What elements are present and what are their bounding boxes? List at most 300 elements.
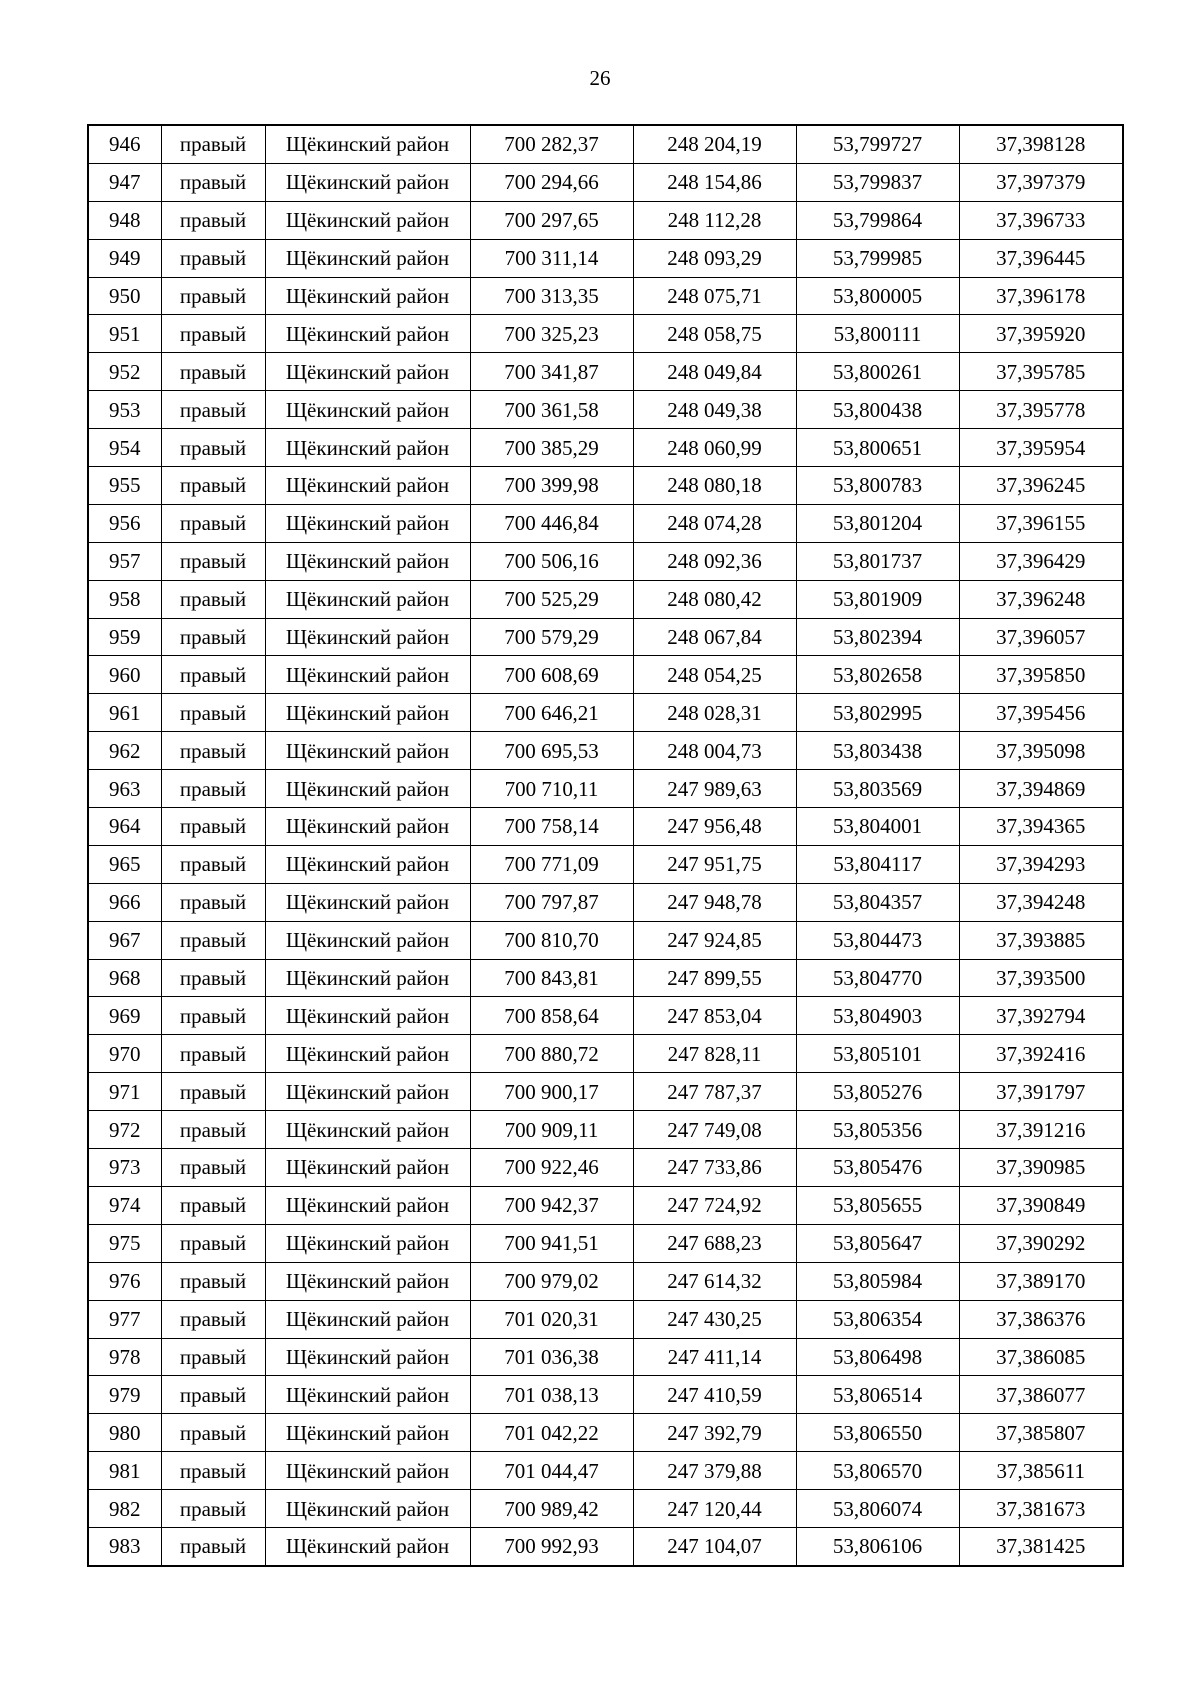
y-coordinate-cell: 248 049,84	[633, 353, 796, 391]
bank-side-cell: правый	[161, 1111, 265, 1149]
table-row	[88, 1262, 1123, 1300]
longitude-cell: 37,396248	[959, 580, 1123, 618]
longitude-cell: 37,395920	[959, 315, 1123, 353]
table-row	[88, 770, 1123, 808]
bank-side-cell: правый	[161, 467, 265, 505]
point-number-cell: 951	[88, 315, 161, 353]
point-number-cell: 962	[88, 732, 161, 770]
y-coordinate-cell: 247 899,55	[633, 959, 796, 997]
table-row	[88, 694, 1123, 732]
latitude-cell: 53,805647	[796, 1224, 959, 1262]
x-coordinate-cell: 700 979,02	[470, 1262, 633, 1300]
table-row	[88, 580, 1123, 618]
district-cell: Щёкинский район	[265, 1224, 470, 1262]
longitude-cell: 37,394365	[959, 808, 1123, 846]
longitude-cell: 37,386085	[959, 1338, 1123, 1376]
x-coordinate-cell: 700 525,29	[470, 580, 633, 618]
x-coordinate-cell: 701 020,31	[470, 1300, 633, 1338]
latitude-cell: 53,804473	[796, 921, 959, 959]
x-coordinate-cell: 700 771,09	[470, 845, 633, 883]
district-cell: Щёкинский район	[265, 1414, 470, 1452]
bank-side-cell: правый	[161, 1186, 265, 1224]
longitude-cell: 37,395098	[959, 732, 1123, 770]
bank-side-cell: правый	[161, 921, 265, 959]
x-coordinate-cell: 700 311,14	[470, 239, 633, 277]
latitude-cell: 53,800651	[796, 429, 959, 467]
bank-side-cell: правый	[161, 163, 265, 201]
bank-side-cell: правый	[161, 618, 265, 656]
longitude-cell: 37,395785	[959, 353, 1123, 391]
point-number-cell: 953	[88, 391, 161, 429]
longitude-cell: 37,398128	[959, 125, 1123, 163]
table-row	[88, 315, 1123, 353]
district-cell: Щёкинский район	[265, 959, 470, 997]
latitude-cell: 53,799864	[796, 201, 959, 239]
bank-side-cell: правый	[161, 1035, 265, 1073]
district-cell: Щёкинский район	[265, 125, 470, 163]
district-cell: Щёкинский район	[265, 1111, 470, 1149]
longitude-cell: 37,395954	[959, 429, 1123, 467]
y-coordinate-cell: 248 004,73	[633, 732, 796, 770]
point-number-cell: 973	[88, 1149, 161, 1187]
point-number-cell: 982	[88, 1490, 161, 1528]
point-number-cell: 974	[88, 1186, 161, 1224]
latitude-cell: 53,806570	[796, 1452, 959, 1490]
bank-side-cell: правый	[161, 1073, 265, 1111]
district-cell: Щёкинский район	[265, 315, 470, 353]
bank-side-cell: правый	[161, 1414, 265, 1452]
latitude-cell: 53,800438	[796, 391, 959, 429]
y-coordinate-cell: 247 948,78	[633, 883, 796, 921]
bank-side-cell: правый	[161, 808, 265, 846]
district-cell: Щёкинский район	[265, 201, 470, 239]
y-coordinate-cell: 247 749,08	[633, 1111, 796, 1149]
point-number-cell: 969	[88, 997, 161, 1035]
table-row	[88, 808, 1123, 846]
bank-side-cell: правый	[161, 239, 265, 277]
x-coordinate-cell: 700 325,23	[470, 315, 633, 353]
latitude-cell: 53,804903	[796, 997, 959, 1035]
x-coordinate-cell: 700 989,42	[470, 1490, 633, 1528]
x-coordinate-cell: 700 608,69	[470, 656, 633, 694]
point-number-cell: 949	[88, 239, 161, 277]
latitude-cell: 53,804001	[796, 808, 959, 846]
longitude-cell: 37,394869	[959, 770, 1123, 808]
longitude-cell: 37,386077	[959, 1376, 1123, 1414]
latitude-cell: 53,805101	[796, 1035, 959, 1073]
longitude-cell: 37,396155	[959, 504, 1123, 542]
y-coordinate-cell: 247 956,48	[633, 808, 796, 846]
y-coordinate-cell: 248 080,18	[633, 467, 796, 505]
bank-side-cell: правый	[161, 656, 265, 694]
longitude-cell: 37,393885	[959, 921, 1123, 959]
latitude-cell: 53,806514	[796, 1376, 959, 1414]
district-cell: Щёкинский район	[265, 1300, 470, 1338]
point-number-cell: 976	[88, 1262, 161, 1300]
bank-side-cell: правый	[161, 1376, 265, 1414]
x-coordinate-cell: 700 922,46	[470, 1149, 633, 1187]
point-number-cell: 961	[88, 694, 161, 732]
table-row	[88, 201, 1123, 239]
point-number-cell: 965	[88, 845, 161, 883]
point-number-cell: 964	[88, 808, 161, 846]
longitude-cell: 37,392416	[959, 1035, 1123, 1073]
x-coordinate-cell: 700 385,29	[470, 429, 633, 467]
x-coordinate-cell: 700 843,81	[470, 959, 633, 997]
latitude-cell: 53,802995	[796, 694, 959, 732]
y-coordinate-cell: 247 688,23	[633, 1224, 796, 1262]
longitude-cell: 37,385807	[959, 1414, 1123, 1452]
table-row	[88, 959, 1123, 997]
point-number-cell: 972	[88, 1111, 161, 1149]
y-coordinate-cell: 248 092,36	[633, 542, 796, 580]
latitude-cell: 53,803438	[796, 732, 959, 770]
longitude-cell: 37,396733	[959, 201, 1123, 239]
district-cell: Щёкинский район	[265, 808, 470, 846]
bank-side-cell: правый	[161, 315, 265, 353]
x-coordinate-cell: 700 506,16	[470, 542, 633, 580]
latitude-cell: 53,806498	[796, 1338, 959, 1376]
y-coordinate-cell: 248 049,38	[633, 391, 796, 429]
longitude-cell: 37,394293	[959, 845, 1123, 883]
point-number-cell: 959	[88, 618, 161, 656]
longitude-cell: 37,396245	[959, 467, 1123, 505]
bank-side-cell: правый	[161, 732, 265, 770]
bank-side-cell: правый	[161, 201, 265, 239]
point-number-cell: 971	[88, 1073, 161, 1111]
y-coordinate-cell: 247 828,11	[633, 1035, 796, 1073]
bank-side-cell: правый	[161, 1149, 265, 1187]
point-number-cell: 954	[88, 429, 161, 467]
longitude-cell: 37,394248	[959, 883, 1123, 921]
x-coordinate-cell: 700 695,53	[470, 732, 633, 770]
district-cell: Щёкинский район	[265, 732, 470, 770]
district-cell: Щёкинский район	[265, 770, 470, 808]
table-row	[88, 504, 1123, 542]
y-coordinate-cell: 247 724,92	[633, 1186, 796, 1224]
district-cell: Щёкинский район	[265, 1149, 470, 1187]
table-row	[88, 1452, 1123, 1490]
table-row	[88, 1414, 1123, 1452]
y-coordinate-cell: 248 112,28	[633, 201, 796, 239]
point-number-cell: 957	[88, 542, 161, 580]
table-row	[88, 1527, 1123, 1565]
y-coordinate-cell: 248 028,31	[633, 694, 796, 732]
bank-side-cell: правый	[161, 1262, 265, 1300]
district-cell: Щёкинский район	[265, 277, 470, 315]
table-row	[88, 542, 1123, 580]
x-coordinate-cell: 700 942,37	[470, 1186, 633, 1224]
bank-side-cell: правый	[161, 1452, 265, 1490]
x-coordinate-cell: 700 446,84	[470, 504, 633, 542]
y-coordinate-cell: 248 204,19	[633, 125, 796, 163]
latitude-cell: 53,805356	[796, 1111, 959, 1149]
bank-side-cell: правый	[161, 1490, 265, 1528]
bank-side-cell: правый	[161, 580, 265, 618]
longitude-cell: 37,393500	[959, 959, 1123, 997]
table-row	[88, 1186, 1123, 1224]
point-number-cell: 946	[88, 125, 161, 163]
point-number-cell: 983	[88, 1527, 161, 1565]
district-cell: Щёкинский район	[265, 1452, 470, 1490]
table-row	[88, 1490, 1123, 1528]
district-cell: Щёкинский район	[265, 504, 470, 542]
bank-side-cell: правый	[161, 1224, 265, 1262]
latitude-cell: 53,805276	[796, 1073, 959, 1111]
latitude-cell: 53,801204	[796, 504, 959, 542]
table-row	[88, 845, 1123, 883]
latitude-cell: 53,799985	[796, 239, 959, 277]
point-number-cell: 947	[88, 163, 161, 201]
latitude-cell: 53,804117	[796, 845, 959, 883]
x-coordinate-cell: 700 900,17	[470, 1073, 633, 1111]
x-coordinate-cell: 700 297,65	[470, 201, 633, 239]
table-row	[88, 1300, 1123, 1338]
longitude-cell: 37,396178	[959, 277, 1123, 315]
district-cell: Щёкинский район	[265, 1338, 470, 1376]
latitude-cell: 53,800261	[796, 353, 959, 391]
district-cell: Щёкинский район	[265, 1262, 470, 1300]
bank-side-cell: правый	[161, 1300, 265, 1338]
table-row	[88, 391, 1123, 429]
x-coordinate-cell: 701 036,38	[470, 1338, 633, 1376]
district-cell: Щёкинский район	[265, 163, 470, 201]
bank-side-cell: правый	[161, 694, 265, 732]
y-coordinate-cell: 248 054,25	[633, 656, 796, 694]
district-cell: Щёкинский район	[265, 845, 470, 883]
x-coordinate-cell: 700 313,35	[470, 277, 633, 315]
bank-side-cell: правый	[161, 125, 265, 163]
longitude-cell: 37,385611	[959, 1452, 1123, 1490]
bank-side-cell: правый	[161, 959, 265, 997]
table-row	[88, 1338, 1123, 1376]
x-coordinate-cell: 700 758,14	[470, 808, 633, 846]
x-coordinate-cell: 700 579,29	[470, 618, 633, 656]
point-number-cell: 978	[88, 1338, 161, 1376]
point-number-cell: 968	[88, 959, 161, 997]
table-row	[88, 163, 1123, 201]
point-number-cell: 967	[88, 921, 161, 959]
longitude-cell: 37,381673	[959, 1490, 1123, 1528]
district-cell: Щёкинский район	[265, 883, 470, 921]
latitude-cell: 53,799837	[796, 163, 959, 201]
table-row	[88, 997, 1123, 1035]
district-cell: Щёкинский район	[265, 656, 470, 694]
point-number-cell: 958	[88, 580, 161, 618]
district-cell: Щёкинский район	[265, 921, 470, 959]
y-coordinate-cell: 247 379,88	[633, 1452, 796, 1490]
district-cell: Щёкинский район	[265, 429, 470, 467]
bank-side-cell: правый	[161, 997, 265, 1035]
x-coordinate-cell: 700 399,98	[470, 467, 633, 505]
latitude-cell: 53,806354	[796, 1300, 959, 1338]
x-coordinate-cell: 700 992,93	[470, 1527, 633, 1565]
x-coordinate-cell: 701 038,13	[470, 1376, 633, 1414]
point-number-cell: 960	[88, 656, 161, 694]
longitude-cell: 37,390985	[959, 1149, 1123, 1187]
district-cell: Щёкинский район	[265, 1376, 470, 1414]
district-cell: Щёкинский район	[265, 353, 470, 391]
y-coordinate-cell: 247 392,79	[633, 1414, 796, 1452]
point-number-cell: 981	[88, 1452, 161, 1490]
district-cell: Щёкинский район	[265, 391, 470, 429]
x-coordinate-cell: 700 810,70	[470, 921, 633, 959]
district-cell: Щёкинский район	[265, 618, 470, 656]
district-cell: Щёкинский район	[265, 542, 470, 580]
y-coordinate-cell: 248 058,75	[633, 315, 796, 353]
y-coordinate-cell: 247 120,44	[633, 1490, 796, 1528]
bank-side-cell: правый	[161, 277, 265, 315]
y-coordinate-cell: 247 430,25	[633, 1300, 796, 1338]
x-coordinate-cell: 700 880,72	[470, 1035, 633, 1073]
x-coordinate-cell: 700 294,66	[470, 163, 633, 201]
table-row	[88, 732, 1123, 770]
bank-side-cell: правый	[161, 391, 265, 429]
coordinates-table-body	[88, 125, 1123, 1566]
page-number: 26	[589, 66, 611, 90]
y-coordinate-cell: 248 074,28	[633, 504, 796, 542]
table-row	[88, 921, 1123, 959]
y-coordinate-cell: 247 924,85	[633, 921, 796, 959]
longitude-cell: 37,395850	[959, 656, 1123, 694]
longitude-cell: 37,391216	[959, 1111, 1123, 1149]
table-row	[88, 1224, 1123, 1262]
y-coordinate-cell: 247 733,86	[633, 1149, 796, 1187]
longitude-cell: 37,397379	[959, 163, 1123, 201]
x-coordinate-cell: 700 797,87	[470, 883, 633, 921]
y-coordinate-cell: 247 989,63	[633, 770, 796, 808]
latitude-cell: 53,800005	[796, 277, 959, 315]
y-coordinate-cell: 247 410,59	[633, 1376, 796, 1414]
table-row	[88, 883, 1123, 921]
y-coordinate-cell: 248 067,84	[633, 618, 796, 656]
longitude-cell: 37,392794	[959, 997, 1123, 1035]
point-number-cell: 950	[88, 277, 161, 315]
latitude-cell: 53,805984	[796, 1262, 959, 1300]
district-cell: Щёкинский район	[265, 997, 470, 1035]
longitude-cell: 37,391797	[959, 1073, 1123, 1111]
table-row	[88, 239, 1123, 277]
point-number-cell: 979	[88, 1376, 161, 1414]
table-row	[88, 1111, 1123, 1149]
longitude-cell: 37,381425	[959, 1527, 1123, 1565]
table-row	[88, 467, 1123, 505]
district-cell: Щёкинский район	[265, 580, 470, 618]
latitude-cell: 53,800783	[796, 467, 959, 505]
latitude-cell: 53,806074	[796, 1490, 959, 1528]
longitude-cell: 37,396445	[959, 239, 1123, 277]
bank-side-cell: правый	[161, 542, 265, 580]
bank-side-cell: правый	[161, 770, 265, 808]
table-row	[88, 1035, 1123, 1073]
bank-side-cell: правый	[161, 883, 265, 921]
longitude-cell: 37,389170	[959, 1262, 1123, 1300]
table-row	[88, 1073, 1123, 1111]
longitude-cell: 37,390849	[959, 1186, 1123, 1224]
latitude-cell: 53,805655	[796, 1186, 959, 1224]
point-number-cell: 956	[88, 504, 161, 542]
district-cell: Щёкинский район	[265, 1186, 470, 1224]
district-cell: Щёкинский район	[265, 1490, 470, 1528]
x-coordinate-cell: 700 941,51	[470, 1224, 633, 1262]
latitude-cell: 53,805476	[796, 1149, 959, 1187]
latitude-cell: 53,802658	[796, 656, 959, 694]
y-coordinate-cell: 248 060,99	[633, 429, 796, 467]
point-number-cell: 955	[88, 467, 161, 505]
latitude-cell: 53,806550	[796, 1414, 959, 1452]
point-number-cell: 970	[88, 1035, 161, 1073]
latitude-cell: 53,802394	[796, 618, 959, 656]
longitude-cell: 37,390292	[959, 1224, 1123, 1262]
longitude-cell: 37,386376	[959, 1300, 1123, 1338]
coordinates-table	[87, 124, 1124, 1567]
y-coordinate-cell: 248 154,86	[633, 163, 796, 201]
latitude-cell: 53,801737	[796, 542, 959, 580]
x-coordinate-cell: 700 909,11	[470, 1111, 633, 1149]
longitude-cell: 37,395778	[959, 391, 1123, 429]
longitude-cell: 37,395456	[959, 694, 1123, 732]
x-coordinate-cell: 700 858,64	[470, 997, 633, 1035]
district-cell: Щёкинский район	[265, 694, 470, 732]
point-number-cell: 966	[88, 883, 161, 921]
y-coordinate-cell: 248 080,42	[633, 580, 796, 618]
table-row	[88, 353, 1123, 391]
point-number-cell: 948	[88, 201, 161, 239]
table-row	[88, 1376, 1123, 1414]
bank-side-cell: правый	[161, 353, 265, 391]
table-row	[88, 618, 1123, 656]
latitude-cell: 53,806106	[796, 1527, 959, 1565]
district-cell: Щёкинский район	[265, 467, 470, 505]
x-coordinate-cell: 700 646,21	[470, 694, 633, 732]
longitude-cell: 37,396057	[959, 618, 1123, 656]
y-coordinate-cell: 247 787,37	[633, 1073, 796, 1111]
x-coordinate-cell: 700 282,37	[470, 125, 633, 163]
point-number-cell: 952	[88, 353, 161, 391]
latitude-cell: 53,804357	[796, 883, 959, 921]
table-row	[88, 429, 1123, 467]
x-coordinate-cell: 701 044,47	[470, 1452, 633, 1490]
table-row	[88, 1149, 1123, 1187]
table-row	[88, 656, 1123, 694]
district-cell: Щёкинский район	[265, 1527, 470, 1565]
district-cell: Щёкинский район	[265, 1035, 470, 1073]
latitude-cell: 53,801909	[796, 580, 959, 618]
y-coordinate-cell: 247 614,32	[633, 1262, 796, 1300]
district-cell: Щёкинский район	[265, 239, 470, 277]
latitude-cell: 53,804770	[796, 959, 959, 997]
x-coordinate-cell: 700 361,58	[470, 391, 633, 429]
bank-side-cell: правый	[161, 1527, 265, 1565]
bank-side-cell: правый	[161, 845, 265, 883]
bank-side-cell: правый	[161, 1338, 265, 1376]
latitude-cell: 53,803569	[796, 770, 959, 808]
x-coordinate-cell: 701 042,22	[470, 1414, 633, 1452]
y-coordinate-cell: 247 853,04	[633, 997, 796, 1035]
latitude-cell: 53,799727	[796, 125, 959, 163]
bank-side-cell: правый	[161, 429, 265, 467]
y-coordinate-cell: 248 093,29	[633, 239, 796, 277]
longitude-cell: 37,396429	[959, 542, 1123, 580]
table-row	[88, 277, 1123, 315]
point-number-cell: 975	[88, 1224, 161, 1262]
x-coordinate-cell: 700 710,11	[470, 770, 633, 808]
x-coordinate-cell: 700 341,87	[470, 353, 633, 391]
point-number-cell: 980	[88, 1414, 161, 1452]
y-coordinate-cell: 248 075,71	[633, 277, 796, 315]
y-coordinate-cell: 247 411,14	[633, 1338, 796, 1376]
point-number-cell: 977	[88, 1300, 161, 1338]
